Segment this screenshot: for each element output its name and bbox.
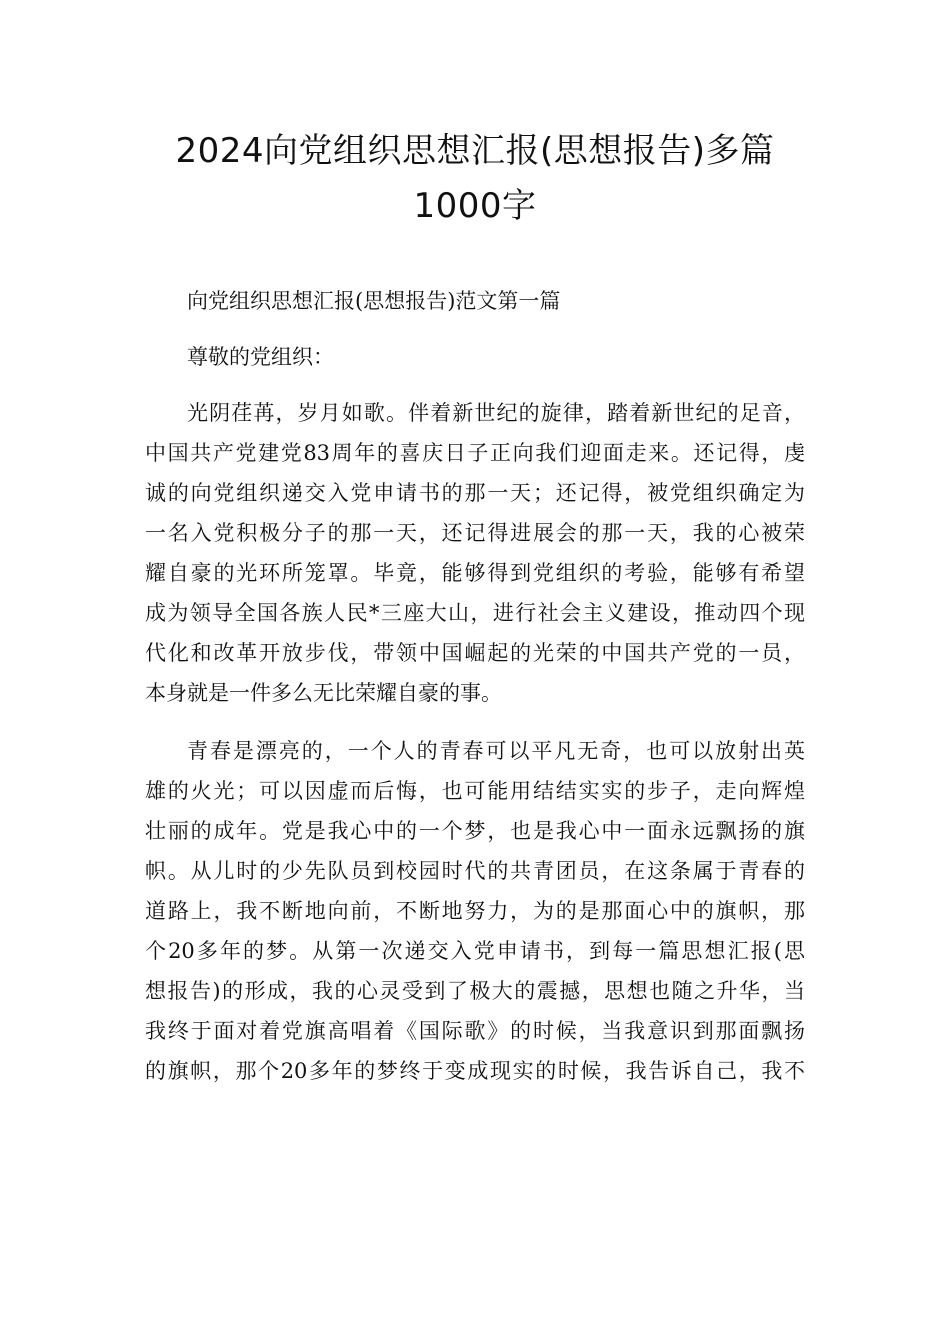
document-body	[145, 281, 805, 1091]
paragraph-1-line: 耀自豪的光环所笼罩。毕竟，能够得到党组织的考验，能够有希望	[145, 561, 805, 585]
paragraph-1-line: 中国共产党建党83周年的喜庆日子正向我们迎面走来。还记得，虔	[145, 441, 805, 465]
paragraph-2-line: 的旗帜，那个20多年的梦终于变成现实的时候，我告诉自己，我不	[145, 1059, 805, 1083]
paragraph-2-line: 壮丽的成年。党是我心中的一个梦，也是我心中一面永远飘扬的旗	[145, 819, 805, 843]
paragraph-2-line: 我终于面对着党旗高唱着《国际歌》的时候，当我意识到那面飘扬	[145, 1019, 805, 1043]
paragraph-1-line: 代化和改革开放步伐，带领中国崛起的光荣的中国共产党的一员，	[145, 641, 805, 665]
title-line-2: 1000字	[413, 186, 537, 226]
subtitle-text: 向党组织思想汇报(思想报告)范文第一篇	[187, 289, 561, 313]
paragraph-1-line: 诚的向党组织递交入党申请书的那一天；还记得，被党组织确定为	[145, 481, 805, 505]
salutation	[145, 337, 805, 377]
paragraph-1-line: 本身就是一件多么无比荣耀自豪的事。	[145, 681, 502, 705]
paragraph-2-line: 道路上，我不断地向前，不断地努力，为的是那面心中的旗帜，那	[145, 899, 805, 923]
paragraph-2-line: 青春是漂亮的，一个人的青春可以平凡无奇，也可以放射出英	[187, 739, 805, 763]
paragraph-1	[145, 393, 805, 713]
title-line-1: 2024向党组织思想汇报(思想报告)多篇	[175, 131, 775, 171]
document-subtitle	[145, 281, 805, 321]
paragraph-1-line: 光阴荏苒，岁月如歌。伴着新世纪的旋律，踏着新世纪的足音，	[187, 401, 805, 425]
paragraph-1-line: 成为领导全国各族人民*三座大山，进行社会主义建设，推动四个现	[145, 601, 805, 625]
paragraph-2-line: 雄的火光；可以因虚而后悔，也可能用结结实实的步子，走向辉煌	[145, 779, 805, 803]
paragraph-2	[145, 731, 805, 1091]
document-title	[100, 124, 850, 234]
paragraph-2-line: 想报告)的形成，我的心灵受到了极大的震撼，思想也随之升华，当	[145, 979, 805, 1003]
salutation-text: 尊敬的党组织：	[187, 345, 334, 369]
paragraph-2-line: 个20多年的梦。从第一次递交入党申请书，到每一篇思想汇报(思	[145, 939, 805, 963]
paragraph-1-line: 一名入党积极分子的那一天，还记得进展会的那一天，我的心被荣	[145, 521, 805, 545]
paragraph-2-line: 帜。从儿时的少先队员到校园时代的共青团员，在这条属于青春的	[145, 859, 805, 883]
